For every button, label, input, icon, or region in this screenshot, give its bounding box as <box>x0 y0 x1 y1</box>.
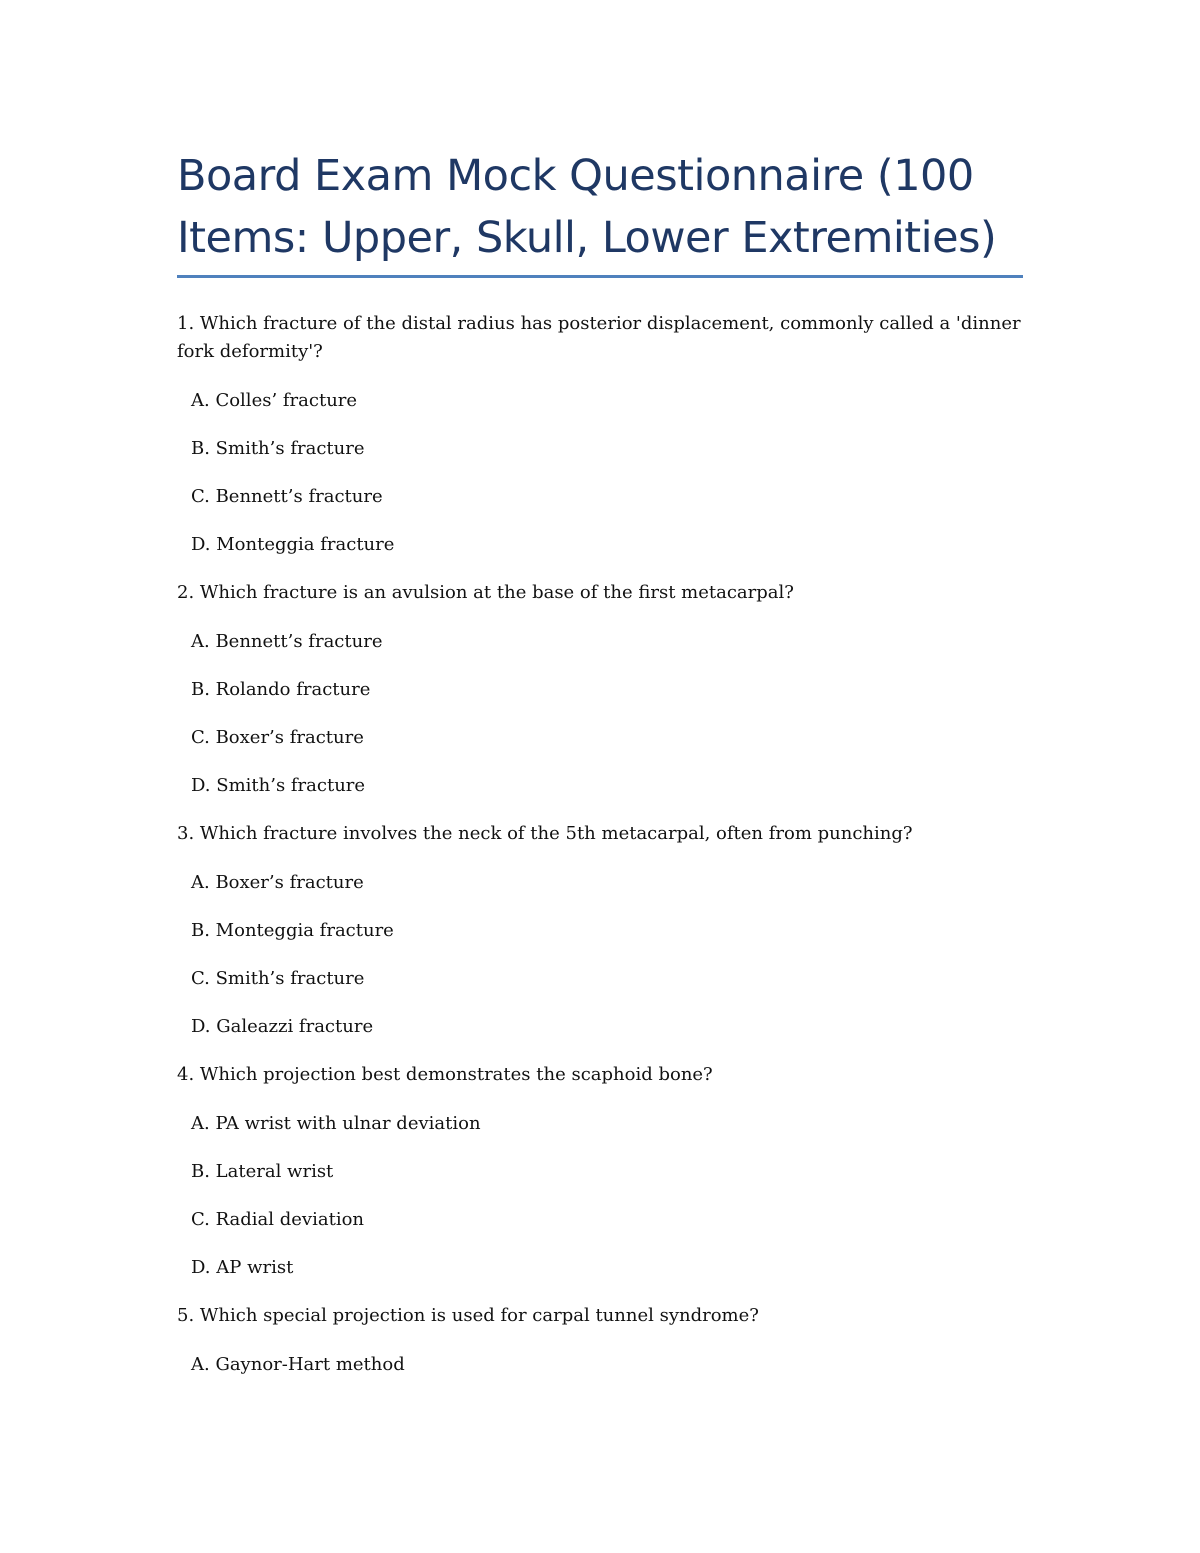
question-list <box>177 310 1023 1378</box>
answer-option: A. Colles’ fracture <box>191 390 358 411</box>
document-page <box>177 145 1023 1399</box>
answer-option: B. Rolando fracture <box>191 679 371 700</box>
answer-option: A. PA wrist with ulnar deviation <box>191 1113 481 1134</box>
question-text: 2. Which fracture is an avulsion at the base of the first metacarpal? <box>177 582 794 603</box>
document-title: Board Exam Mock Questionnaire (100 Items: Upper, Skull, Lower Extremities) <box>177 151 997 263</box>
answer-option: A. Bennett’s fracture <box>191 631 383 652</box>
answer-option: D. AP wrist <box>191 1257 294 1278</box>
question-text: 3. Which fracture involves the neck of the 5th metacarpal, often from punching? <box>177 823 913 844</box>
answer-option: A. Boxer’s fracture <box>191 872 364 893</box>
question-text: 1. Which fracture of the distal radius has posterior displacement, commonly called a 'dinner fork deformity'? <box>177 313 1021 362</box>
question-text: 4. Which projection best demonstrates the scaphoid bone? <box>177 1064 713 1085</box>
answer-option: B. Lateral wrist <box>191 1161 334 1182</box>
answer-option: D. Monteggia fracture <box>191 534 395 555</box>
question-5 <box>177 1302 1023 1378</box>
question-text: 5. Which special projection is used for carpal tunnel syndrome? <box>177 1305 759 1326</box>
answer-option: C. Boxer’s fracture <box>191 727 364 748</box>
answer-option: C. Smith’s fracture <box>191 968 365 989</box>
answer-option: B. Smith’s fracture <box>191 438 365 459</box>
question-2 <box>177 579 1023 799</box>
answer-option: C. Radial deviation <box>191 1209 365 1230</box>
answer-option: D. Galeazzi fracture <box>191 1016 374 1037</box>
answer-option: D. Smith’s fracture <box>191 775 366 796</box>
answer-option: B. Monteggia fracture <box>191 920 394 941</box>
title-underline <box>177 275 1023 278</box>
question-3 <box>177 820 1023 1040</box>
answer-option: C. Bennett’s fracture <box>191 486 383 507</box>
answer-option: A. Gaynor-Hart method <box>191 1354 405 1375</box>
question-4 <box>177 1061 1023 1281</box>
question-1 <box>177 310 1023 558</box>
